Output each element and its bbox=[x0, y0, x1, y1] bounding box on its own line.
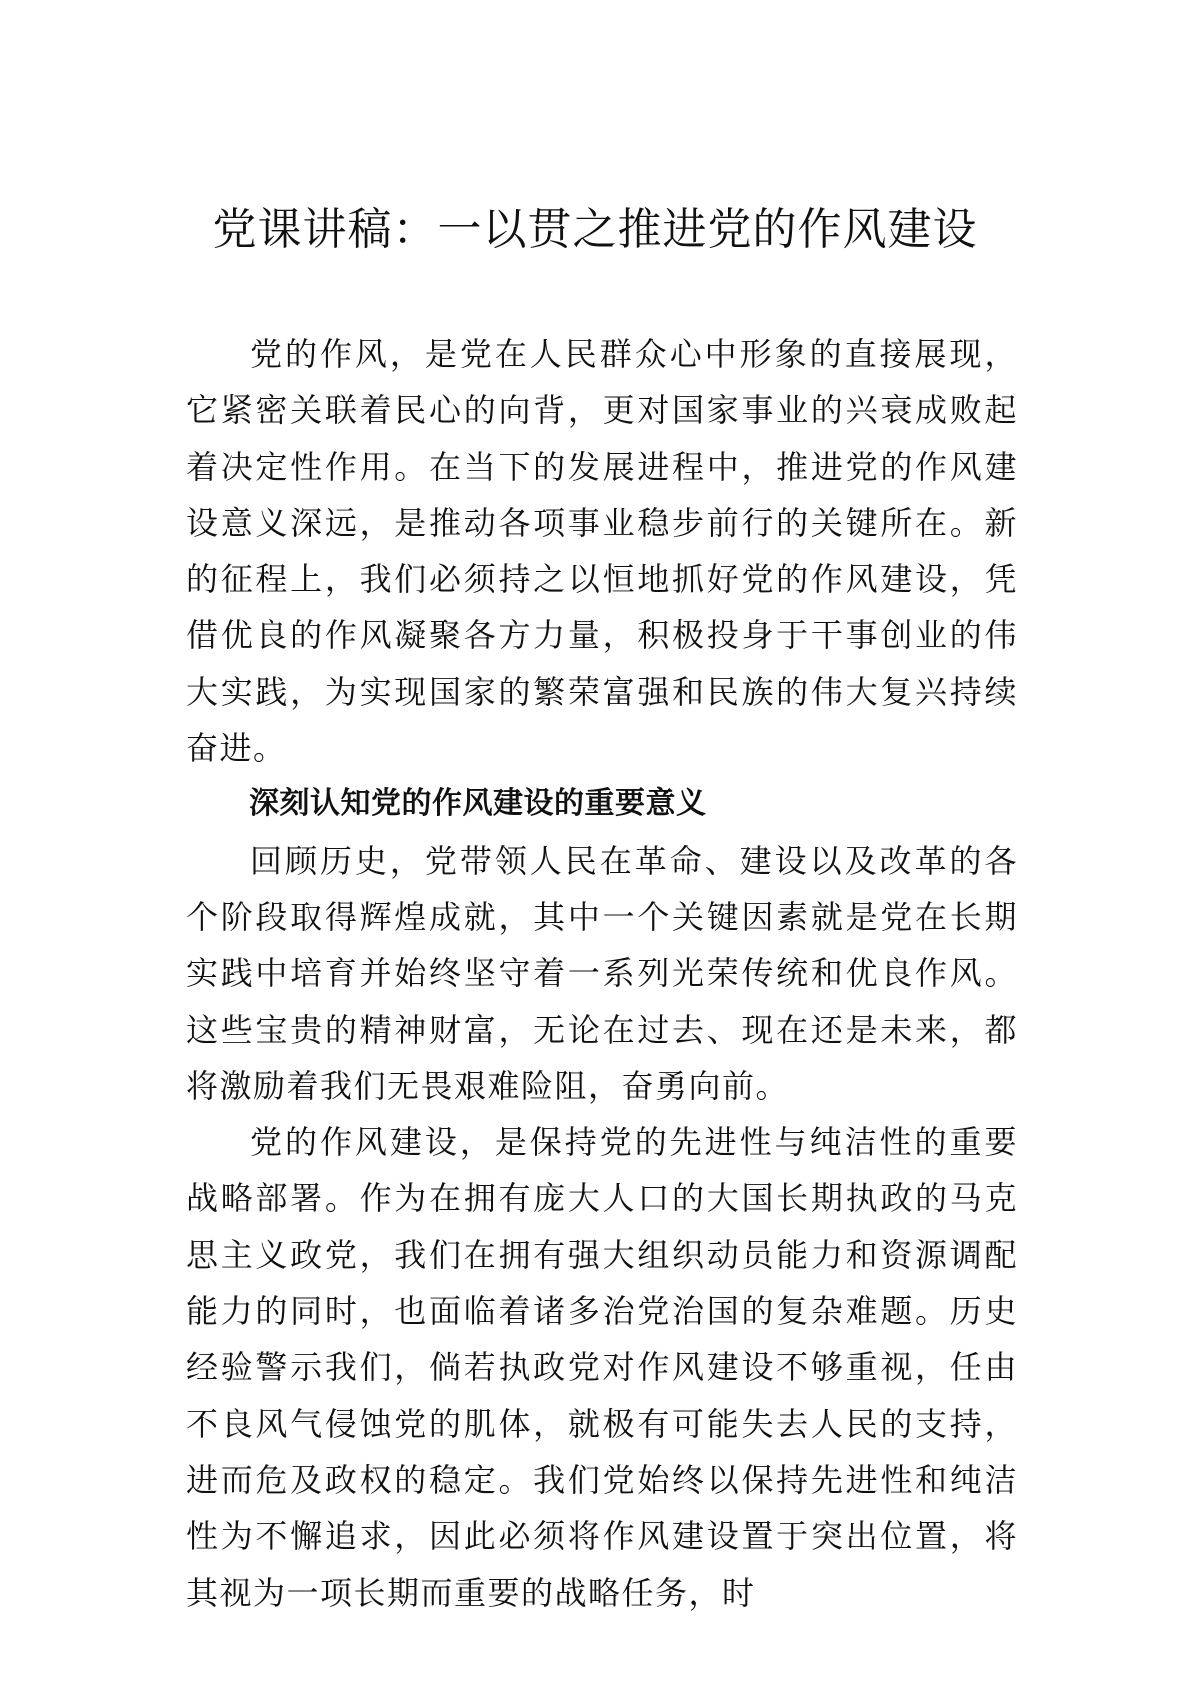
section-paragraph-1: 回顾历史，党带领人民在革命、建设以及改革的各个阶段取得辉煌成就，其中一个关键因素就是党在长期实践中培育并始终坚守着一系列光荣传统和优良作风。这些宝贵的精神财富，无论在过去、现在还是未来，都将激励着我们无畏艰难险阻，奋勇向前。 bbox=[186, 841, 1018, 1105]
document-title: 党课讲稿：一以贯之推进党的作风建设 bbox=[212, 204, 978, 255]
section-paragraph-2: 党的作风建设，是保持党的先进性与纯洁性的重要战略部署。作为在拥有庞大人口的大国长期执政的马克思主义政党，我们在拥有强大组织动员能力和资源调配能力的同时，也面临着诸多治党治国的复杂难题。历史经验警示我们，倘若执政党对作风建设不够重视，任由不良风气侵蚀党的肌体，就极有可能失去人民的支持，进而危及政权的稳定。我们党始终以保持先进性和纯洁性为不懈追求，因此必须将作风建设置于突出位置，将其视为一项长期而重要的战略任务，时 bbox=[186, 1123, 1018, 1612]
document-body bbox=[186, 326, 1018, 1621]
intro-paragraph: 党的作风，是党在人民群众心中形象的直接展现，它紧密关联着民心的向背，更对国家事业的兴衰成败起着决定性作用。在当下的发展进程中，推进党的作风建设意义深远，是推动各项事业稳步前行的关键所在。新的征程上，我们必须持之以恒地抓好党的作风建设，凭借优良的作风凝聚各方力量，积极投身于干事创业的伟大实践，为实现国家的繁荣富强和民族的伟大复兴持续奋进。 bbox=[186, 335, 1018, 768]
section-heading: 深刻认知党的作风建设的重要意义 bbox=[249, 786, 707, 822]
